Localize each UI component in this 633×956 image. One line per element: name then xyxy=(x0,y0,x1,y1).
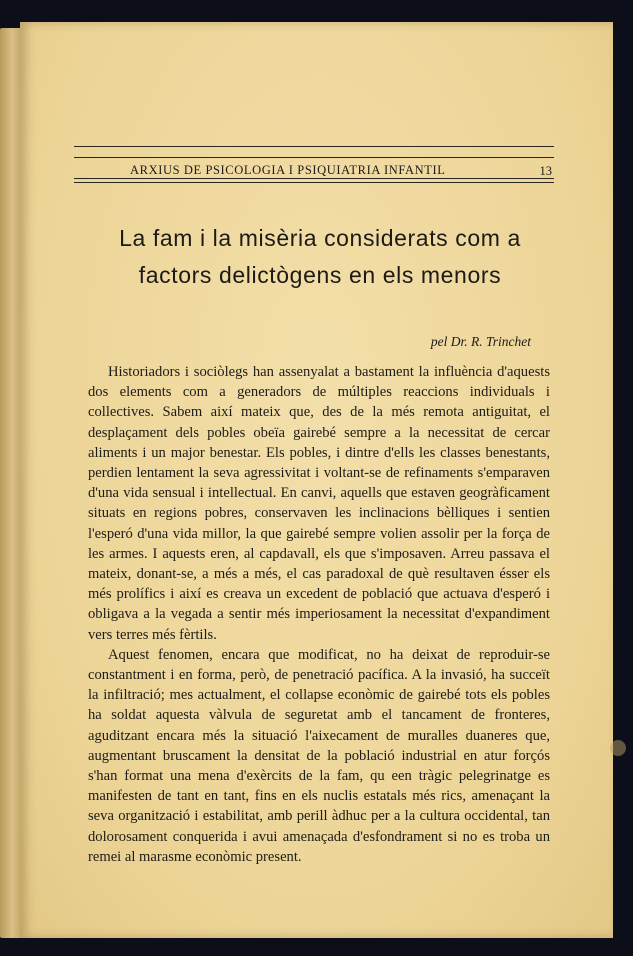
article-author: pel Dr. R. Trinchet xyxy=(430,334,531,349)
header-rule-bottom-double xyxy=(74,182,554,183)
paper-stain xyxy=(610,740,626,756)
article-body xyxy=(88,362,550,867)
header-rule-bottom xyxy=(74,178,554,179)
header-rule-upper xyxy=(74,157,554,158)
page-number: 13 xyxy=(539,164,552,178)
body-paragraph-2: Aquest fenomen, encara que modificat, no ha deixat de reproduir-se constantment i en forma, però, de penetració pacífica. A la invasió, ha succeït la infiltració; mes actualment, el collapse econòmic de gairebé tots els pobles ha soldat aquesta vàlvula de seguretat amb el tancament de fronteres, aguditzant encara més la situació l'aixecament de muralles duaneres que, augmentant bruscament la densitat de la població industrial en atur forçós s'han format una mena d'exèrcits de la fam, qu een tràgic pelegrinatge es manifesten de tant en tant, fins en els nuclis estatals més rics, amenaçant la seva organització i estabilitat, amb perill àdhuc per a la cultura occidental, tan dolorosament conquerida i avui amenaçada d'esfondrament si no es troba un remei al marasme econòmic present. xyxy=(88,646,550,865)
running-header xyxy=(74,132,554,182)
book-spine-edge xyxy=(0,28,20,938)
article-title-line-1: La fam i la misèria considerats com a xyxy=(119,225,521,251)
journal-running-title: ARXIUS DE PSICOLOGIA I PSIQUIATRIA INFANTIL xyxy=(130,163,446,177)
article-title xyxy=(60,220,580,294)
body-paragraph-1: Historiadors i sociòlegs han assenyalat a bastament la influència d'aquests dos elements com a generadors de múltiples reaccions individuals i collectives. Sabem així mateix que, des de la més remota antiguitat, el desplaçament dels pobles obeïa gairebé sempre a la necessitat de cercar aliments i un major benestar. Els pobles, i dintre d'ells les classes benestants, perdien lentament la seva agressivitat i voltant-se de refinaments s'emparaven d'una vida sensual i intellectual. En canvi, aquells que estaven geogràficament situats en regions pobres, conservaven les inclinacions bèlliques i sentien l'esperó d'una vida millor, la que gairebé sempre volien assolir per la força de les armes. I aquests eren, al capdavall, els que s'imposaven. Arreu passava el mateix, donant-se, a més a més, el cas paradoxal de què resultaven ésser els més prolífics i així es creava un excedent de població que actuava d'esperó i obligava a la vegada a sentir més imperiosament la necessitat d'expandiment vers terres més fèrtils. xyxy=(88,364,550,643)
article-title-line-2: factors delictògens en els menors xyxy=(138,262,502,288)
header-rule-top xyxy=(74,146,554,147)
book-page xyxy=(20,22,613,938)
